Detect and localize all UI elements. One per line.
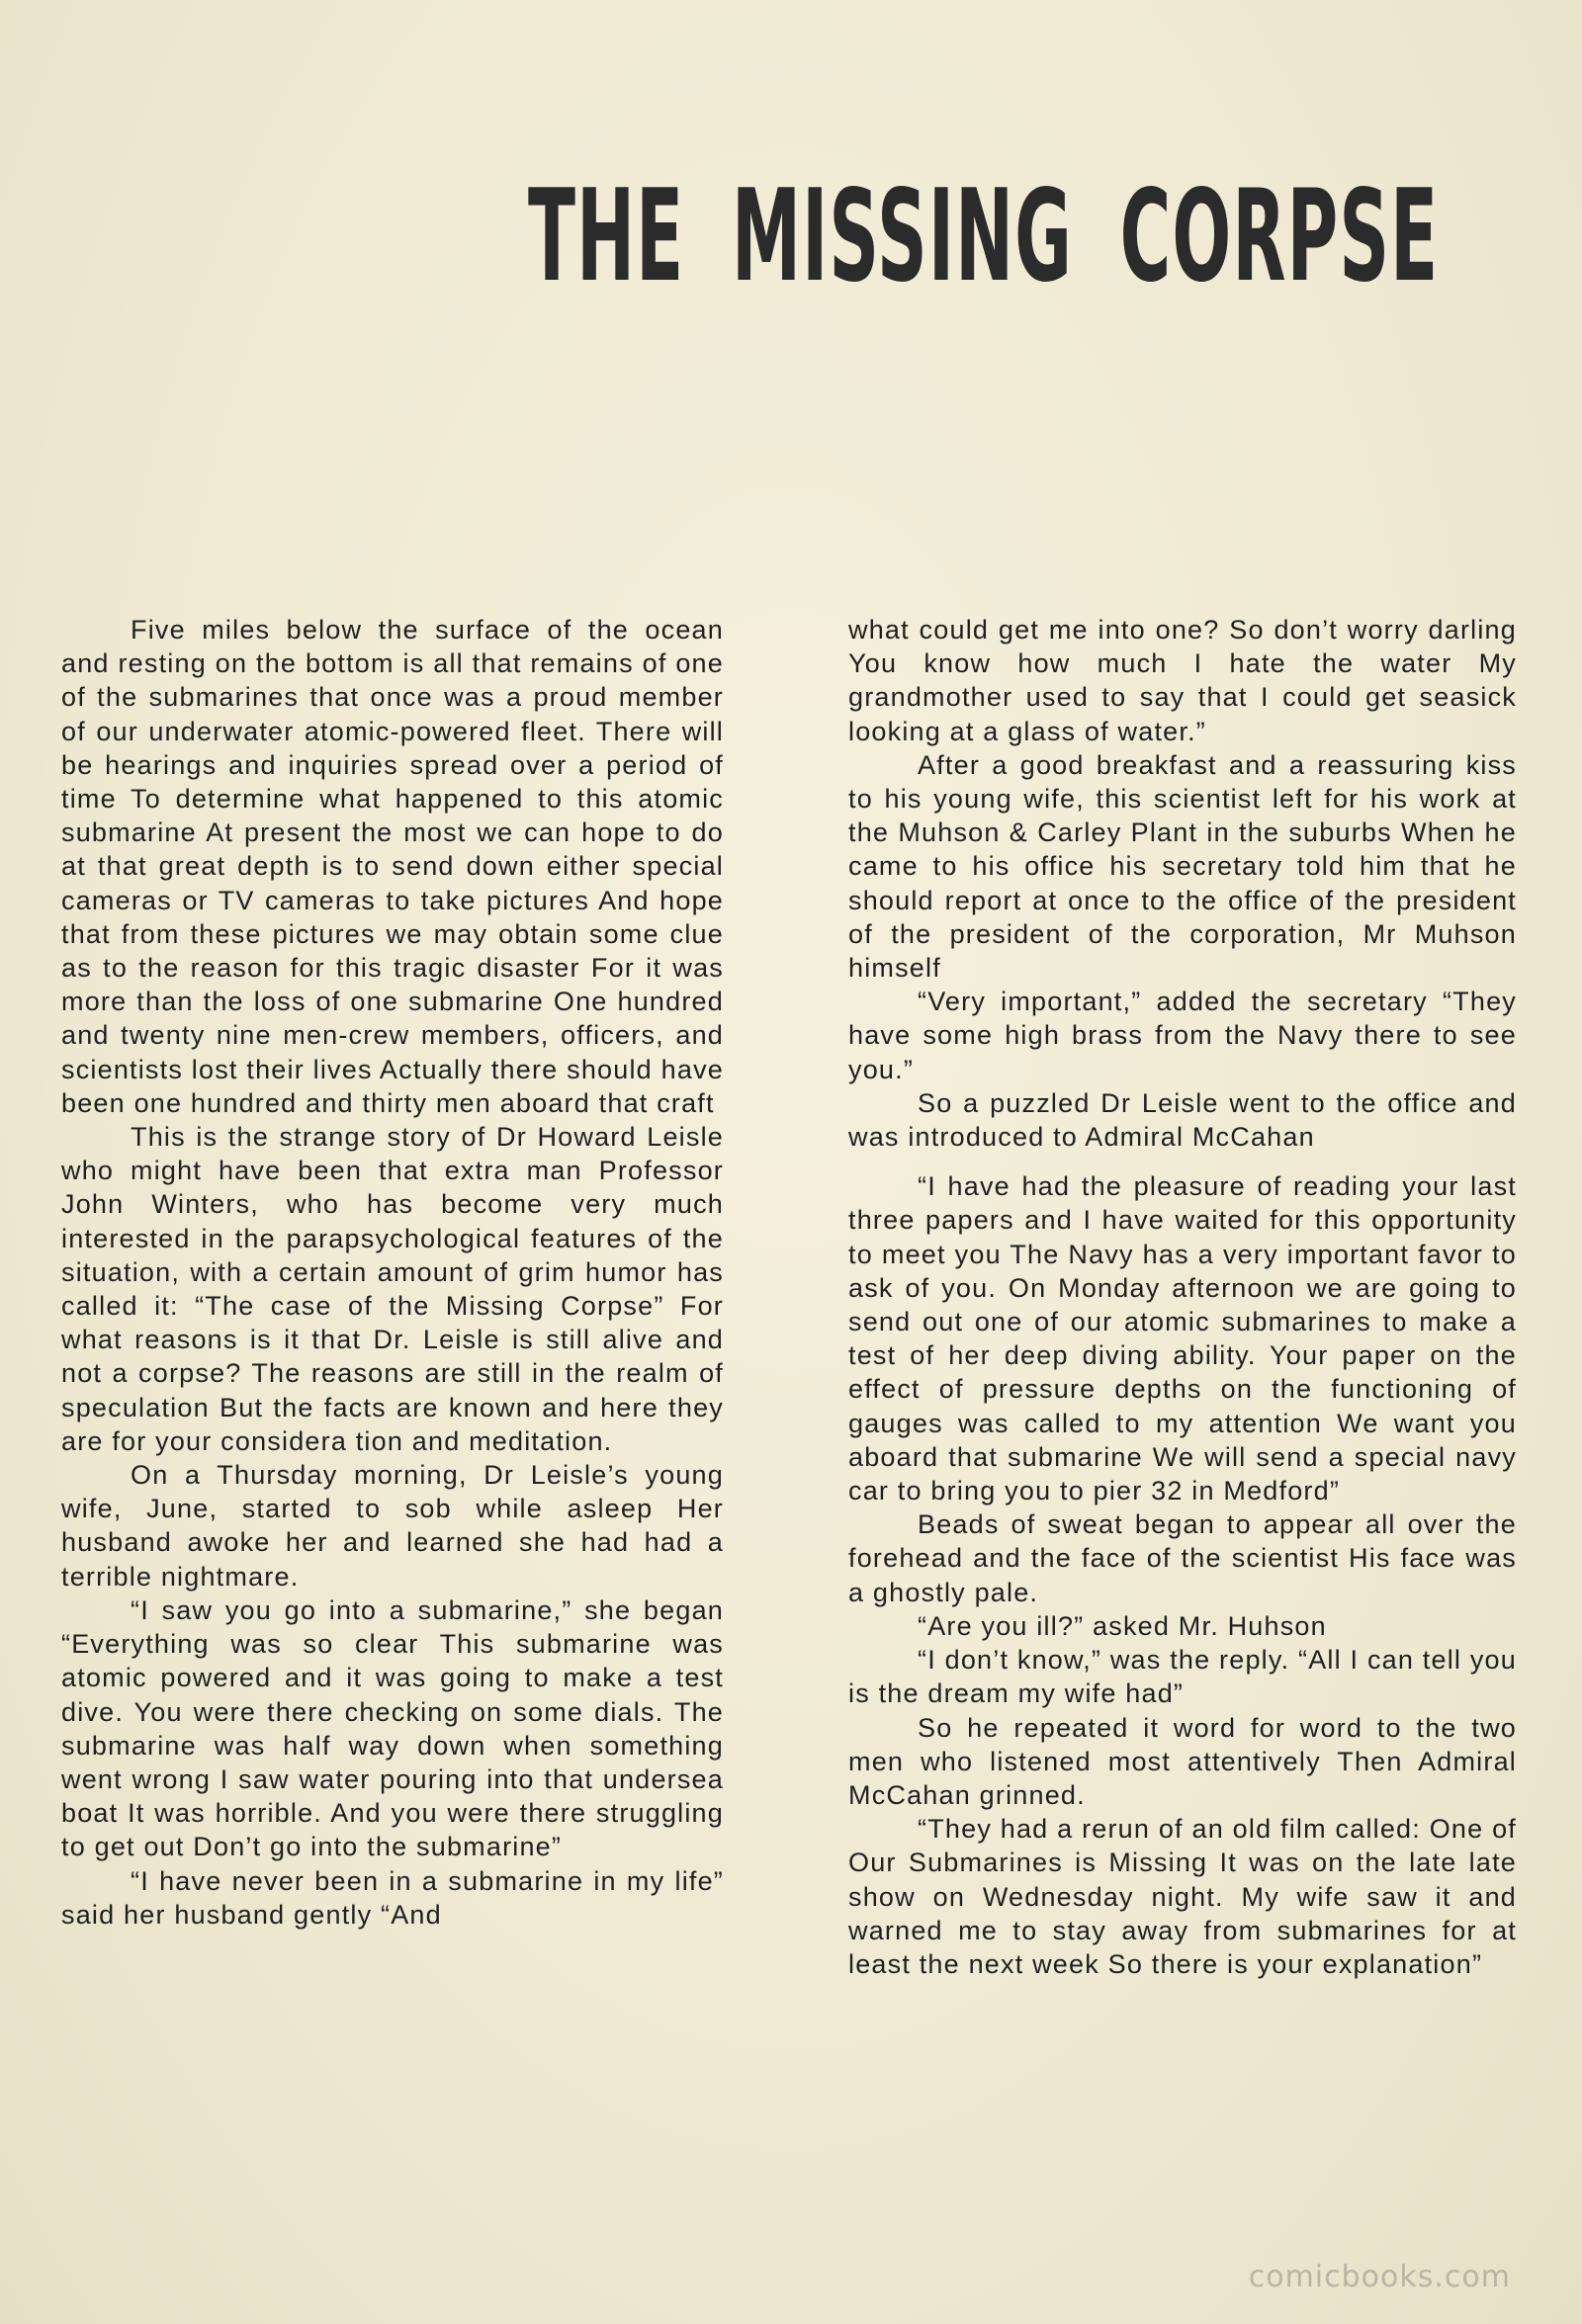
paragraph: So a puzzled Dr Leisle went to the office and was introduced to Admiral McCahan [848,1087,1517,1153]
paragraph: “I don’t know,” was the reply. “All I can tell you is the dream my wife had” [848,1645,1517,1709]
paragraph: After a good breakfast and a reassuring kiss to his young wife, this scientist left for his work at the Muhson & Carley Plant in the suburbs When he came to his office his secretary told him that he should report at once to the office of the president of the president of the corporation, Mr Muhson himself [848,749,1517,984]
paragraph: “I have never been in a submarine in my life” said her husband gently “And [61,1865,724,1930]
paragraph: So he repeated it word for word to the two men who listened most attentively Then Admiral McCahan grinned. [848,1712,1517,1810]
paragraph: “They had a rerun of an old film called: One of Our Submarines is Missing It was on the late late show on Wednesday night. My wife saw it and warned me to stay away from submarines for at least the next week So there is your explanation” [848,1814,1517,1979]
paragraph: “Are you ill?” asked Mr. Huhson [918,1610,1327,1641]
page-title: THE MISSING CORPSE [528,163,1440,310]
right-column [848,613,1517,1981]
paragraph: “I have had the pleasure of reading your last three papers and I have waited for this opportunity to meet you The Navy has a very important favor to ask of you. On Monday afternoon we are going to send out one of our atomic submarines to make a test of her deep diving ability. Your paper on the effect of pressure depths on the functioning of gauges was called to my attention We want you aboard that submarine We will send a special navy car to bring you to pier 32 in Medford” [848,1171,1517,1506]
paragraph: “I saw you go into a submarine,” she began “Everything was so clear This submarine was atomic powered and it was going to make a test dive. You were there checking on some dials. The submarine was half way down when something went wrong I saw water pouring into that undersea boat It was horrible. And you were there struggling to get out Don’t go into the submarine” [61,1594,724,1862]
paragraph: what could get me into one? So don’t worry darling You know how much I hate the water My grandmother used to say that I could get seasick looking at a glass of water.” [848,615,1517,746]
left-column [61,613,724,1932]
watermark: comicbooks.com [1248,2260,1511,2294]
paragraph: This is the strange story of Dr Howard Leisle who might have been that extra man Professor John Winters, who has become very much interested in the parapsychological features of the situation, with a certain amount of grim humor has called it: “The case of the Missing Corpse” For what reasons is it that Dr. Leisle is still alive and not a corpse? The reasons are still in the realm of speculation But the facts are known and here they are for your considera tion and meditation. [61,1122,724,1456]
paragraph: Beads of sweat began to appear all over the forehead and the face of the scientist His face was a ghostly pale. [848,1509,1517,1607]
paragraph: “Very important,” added the secretary “They have some high brass from the Navy there to see you.” [848,987,1517,1084]
paragraph: Five miles below the surface of the ocean and resting on the bottom is all that remains of one of the submarines that once was a proud member of our underwater atomic-powered fleet. There will be hearings and inquiries spread over a period of time To determine what happened to this atomic submarine At present the most we can hope to do at that great depth is to send down either special cameras or TV cameras to take pictures And hope that from these pictures we may obtain some clue as to the reason for this tragic disaster For it was more than the loss of one submarine One hundred and twenty nine men-crew members, officers, and scientists lost their lives Actually there should have been one hundred and thirty men aboard that craft [61,615,724,1118]
paragraph: On a Thursday morning, Dr Leisle’s young wife, June, started to sob while asleep Her husband awoke her and learned she had had a terrible nightmare. [61,1460,724,1592]
